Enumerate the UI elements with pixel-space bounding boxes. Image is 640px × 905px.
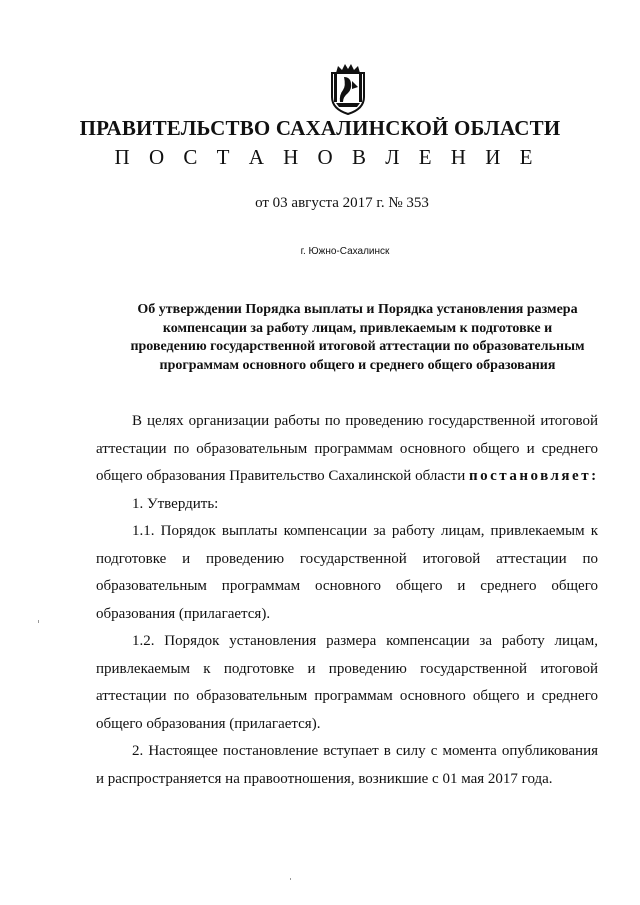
subject-line: компенсации за работу лицам, привлекаемым к подготовке и bbox=[162, 320, 553, 336]
subject-line: Об утверждении Порядка выплаты и Порядка установления размера bbox=[137, 302, 578, 317]
body-line: 1.2. Порядок установления размера компенсации за работу лицам, bbox=[132, 633, 598, 649]
body-line: В целях организации работы по проведению государственной итоговой bbox=[132, 413, 598, 429]
subject-line: проведению государственной итоговой аттестации по образовательным bbox=[130, 339, 585, 354]
body-line: и распространяется на правоотношения, возникшие с 01 мая 2017 года. bbox=[96, 770, 553, 787]
document-city: г. Южно-Сахалинск bbox=[300, 246, 390, 257]
body-line: образовательным программам основного общего и среднего общего bbox=[96, 578, 598, 594]
body-line: 1.1. Порядок выплаты компенсации за работу лицам, привлекаемым к bbox=[132, 523, 598, 539]
body-line: аттестации по образовательным программам основного общего и среднего bbox=[96, 440, 598, 457]
organization-title: ПРАВИТЕЛЬСТВО САХАЛИНСКОЙ ОБЛАСТИ bbox=[79, 116, 561, 140]
sakhalin-coat-of-arms-icon bbox=[328, 63, 368, 115]
body-line: привлекаемым к подготовке и проведению государственной итоговой bbox=[96, 660, 598, 677]
body-line: подготовке и проведению государственной итоговой аттестации по bbox=[96, 550, 598, 567]
body-line: 2. Настоящее постановление вступает в силу с момента опубликования bbox=[132, 743, 598, 759]
document-type: П О С Т А Н О В Л Е Н И Е bbox=[114, 145, 540, 169]
body-line: аттестации по образовательным программам основного общего и среднего bbox=[96, 688, 598, 704]
body-line bbox=[96, 463, 598, 491]
body-text: общего образования Правительство Сахалинской области bbox=[96, 468, 466, 484]
document-date-number: от 03 августа 2017 г. № 353 bbox=[255, 195, 429, 211]
scan-artifact bbox=[38, 620, 39, 623]
document-body bbox=[96, 408, 598, 793]
body-line: 1. Утвердить: bbox=[132, 495, 219, 512]
body-line: общего образования (прилагается). bbox=[96, 715, 321, 732]
body-line: образования (прилагается). bbox=[96, 605, 271, 622]
resolution-keyword: постановляет: bbox=[468, 468, 599, 484]
document-subject bbox=[110, 301, 605, 375]
scan-artifact bbox=[290, 878, 291, 880]
subject-line: программам основного общего и среднего общего образования bbox=[159, 357, 556, 373]
